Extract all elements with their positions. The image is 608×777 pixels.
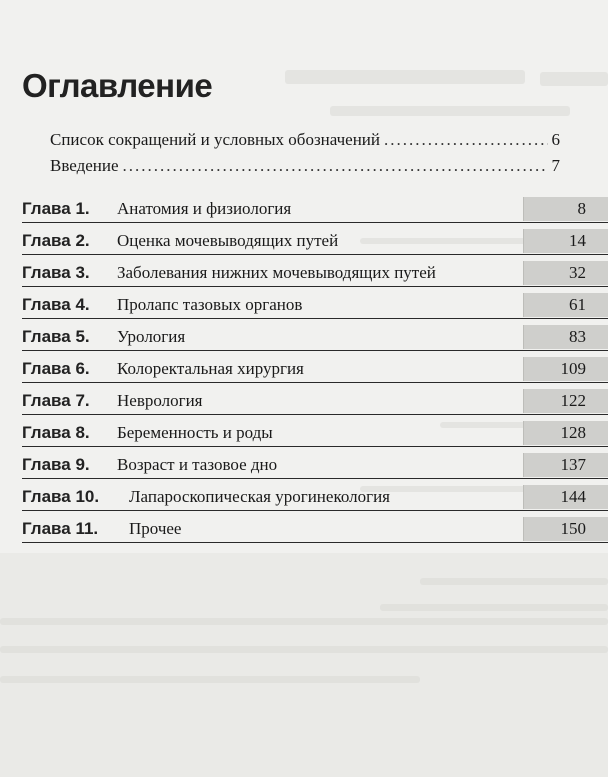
bleed-through-text	[540, 72, 608, 86]
toc-chapter-5[interactable]	[22, 323, 608, 351]
chapter-number: Глава 6.	[22, 359, 90, 378]
toc-entry-introduction[interactable]	[50, 154, 560, 178]
chapter-number: Глава 9.	[22, 455, 90, 474]
page-number-box	[523, 517, 608, 541]
bleed-through-text	[420, 578, 608, 585]
page-number-box	[523, 229, 608, 253]
toc-chapter-3[interactable]	[22, 259, 608, 287]
toc-entry-label: Список сокращений и условных обозначений	[50, 130, 381, 149]
bleed-through-text	[0, 676, 420, 683]
chapter-page: 137	[560, 455, 586, 474]
page-number-box	[523, 261, 608, 285]
bleed-through-text	[0, 618, 608, 625]
chapter-title: Лапароскопическая урогинекология	[129, 487, 390, 506]
chapter-page: 144	[560, 487, 586, 506]
chapter-title: Беременность и роды	[117, 423, 273, 442]
chapter-page: 128	[560, 423, 586, 442]
toc-page-number: 7	[551, 156, 560, 175]
chapter-page: 14	[569, 231, 586, 250]
chapter-number: Глава 11.	[22, 519, 99, 538]
chapter-page: 109	[560, 359, 586, 378]
toc-page-number: 6	[551, 130, 560, 149]
chapter-number: Глава 8.	[22, 423, 90, 442]
chapter-number: Глава 7.	[22, 391, 90, 410]
chapter-title: Анатомия и физиология	[117, 199, 292, 218]
bleed-through-text	[330, 106, 570, 116]
toc-chapter-9[interactable]	[22, 451, 608, 479]
toc-chapter-10[interactable]	[22, 483, 608, 511]
toc-chapter-8[interactable]	[22, 419, 608, 447]
chapter-title: Оценка мочевыводящих путей	[117, 231, 339, 250]
chapter-title: Пролапс тазовых органов	[117, 295, 303, 314]
chapter-number: Глава 4.	[22, 295, 90, 314]
chapter-page: 83	[569, 327, 586, 346]
toc-entry-label: Введение	[50, 156, 119, 175]
page-number-box	[523, 389, 608, 413]
dot-leader	[384, 128, 547, 152]
toc-chapter-11[interactable]	[22, 515, 608, 543]
toc-chapter-6[interactable]	[22, 355, 608, 383]
chapter-number: Глава 3.	[22, 263, 90, 282]
chapter-title: Урология	[117, 327, 186, 346]
page-number-box	[523, 421, 608, 445]
page-number-box	[523, 325, 608, 349]
toc-chapter-2[interactable]	[22, 227, 608, 255]
chapter-title: Возраст и тазовое дно	[117, 455, 278, 474]
chapter-page: 32	[569, 263, 586, 282]
chapter-page: 8	[577, 199, 586, 218]
chapter-number: Глава 10.	[22, 487, 100, 506]
page-shadow	[0, 553, 608, 777]
page-number-box	[523, 357, 608, 381]
chapter-number: Глава 1.	[22, 199, 90, 218]
chapter-title: Неврология	[117, 391, 203, 410]
chapter-number: Глава 5.	[22, 327, 90, 346]
chapter-page: 61	[569, 295, 586, 314]
chapter-page: 122	[560, 391, 586, 410]
page-number-box	[523, 293, 608, 317]
toc-entry-abbreviations[interactable]	[50, 128, 560, 152]
chapter-page: 150	[560, 519, 586, 538]
chapter-title: Колоректальная хирургия	[117, 359, 304, 378]
chapter-title: Прочее	[129, 519, 182, 538]
page-title: Оглавление	[22, 67, 213, 104]
chapter-number: Глава 2.	[22, 231, 90, 250]
toc-chapter-4[interactable]	[22, 291, 608, 319]
page-number-box	[523, 453, 608, 477]
toc-chapter-1[interactable]	[22, 195, 608, 223]
chapter-title: Заболевания нижних мочевыводящих путей	[117, 263, 436, 282]
bleed-through-text	[0, 646, 608, 653]
dot-leader	[123, 154, 548, 178]
bleed-through-text	[380, 604, 608, 611]
page-number-box	[523, 197, 608, 221]
bleed-through-text	[285, 70, 525, 84]
page-number-box	[523, 485, 608, 509]
toc-chapter-7[interactable]	[22, 387, 608, 415]
